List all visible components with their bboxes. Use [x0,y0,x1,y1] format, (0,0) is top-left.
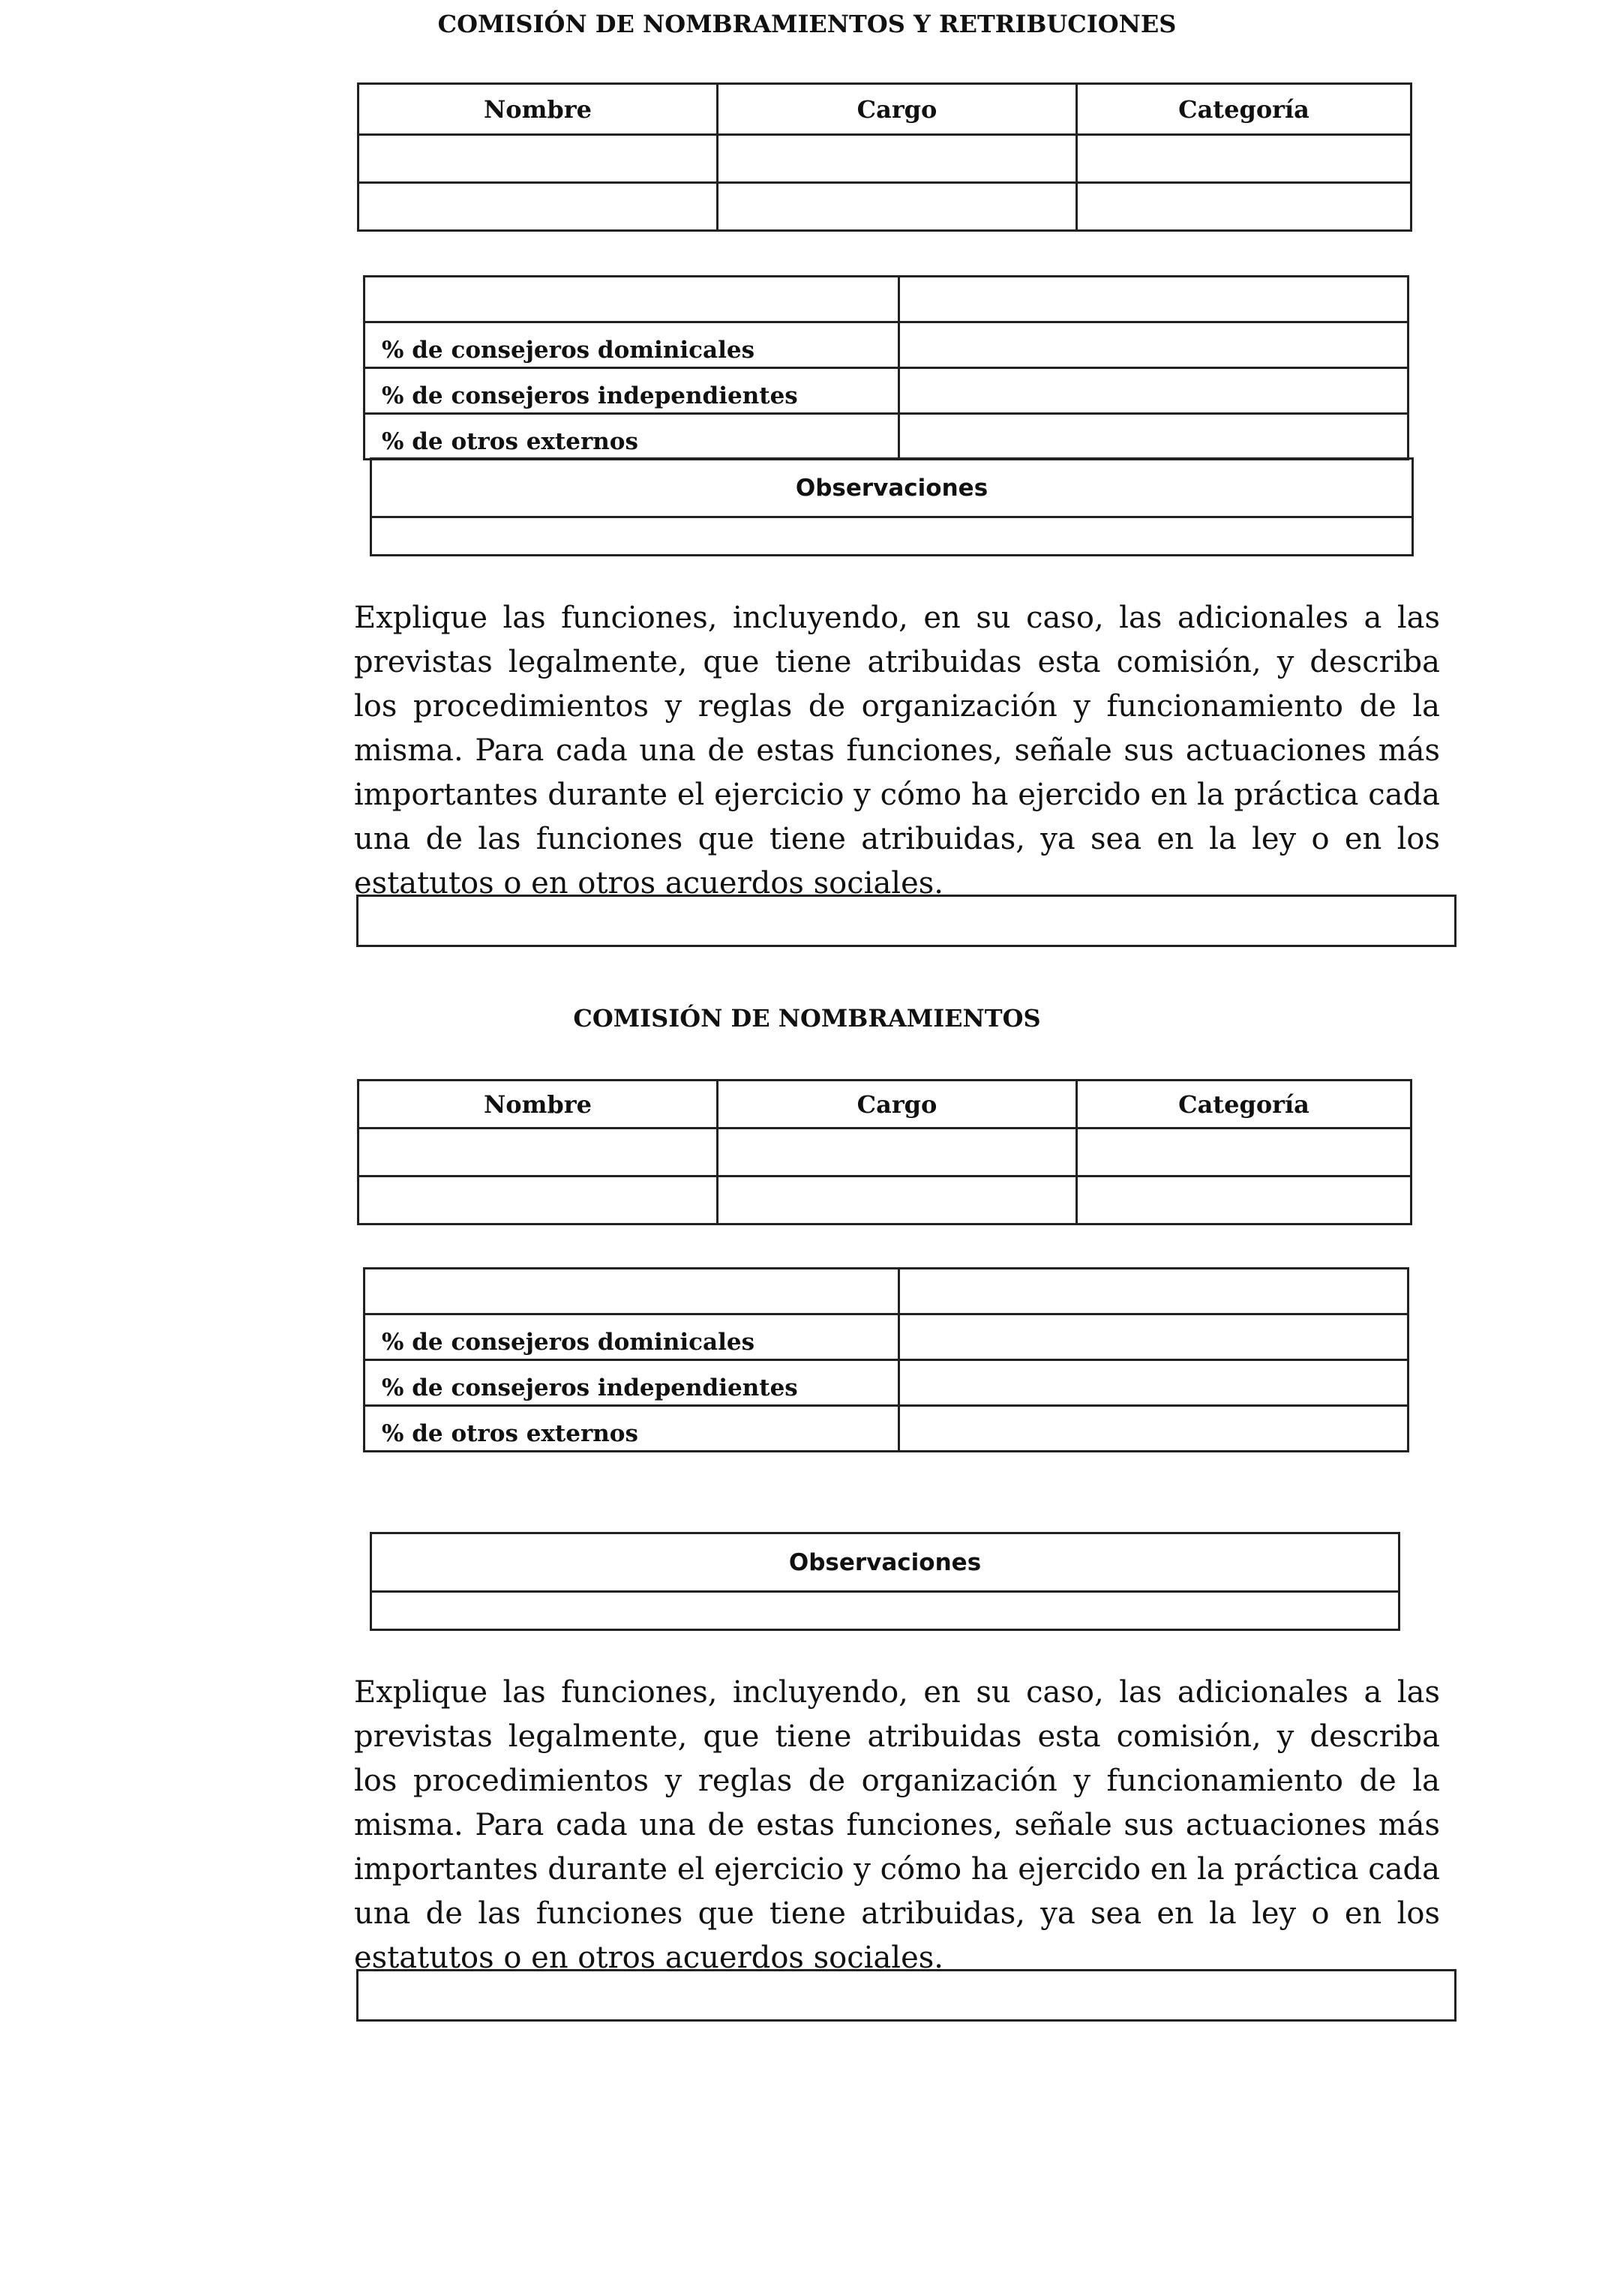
table-cell[interactable] [718,135,1077,183]
table-row [358,135,1412,183]
composition-label: % de consejeros dominicales [364,1314,899,1360]
section-title: COMISIÓN DE NOMBRAMIENTOS [573,1004,1041,1033]
table-row [364,277,1408,322]
composition-value[interactable] [899,1269,1408,1314]
table-cell[interactable] [1077,1176,1412,1224]
composition-label: % de otros externos [364,1406,899,1452]
table-row [364,414,1408,460]
column-header-categoria: Categoría [1077,84,1412,135]
composition-value[interactable] [899,277,1408,322]
composition-value[interactable] [899,1406,1408,1452]
composition-label: % de otros externos [364,414,899,460]
table-cell[interactable] [1077,135,1412,183]
table-row [364,368,1408,414]
question-text: Explique las funciones, incluyendo, en su caso, las adicionales a las previstas legalmente, que tiene atribuidas esta comisión, y describa los procedimientos y reglas de organización y funcionamiento de la misma. Para cada una de estas funciones, señale sus actuaciones más importantes durante el ejercicio y cómo ha ejercido en la práctica cada una de las funciones que tiene atribuidas, ya sea en la ley o en los estatutos o en otros acuerdos sociales. [354,601,1440,901]
table-cell[interactable] [358,1129,718,1176]
table-cell[interactable] [1077,1129,1412,1176]
table-row [364,322,1408,368]
members-table [357,1079,1412,1225]
composition-label [364,277,899,322]
composition-label [364,1269,899,1314]
column-header-cargo: Cargo [718,1081,1077,1129]
column-header-nombre: Nombre [358,1081,718,1129]
table-cell[interactable] [358,135,718,183]
table-cell[interactable] [718,1176,1077,1224]
composition-value[interactable] [899,1314,1408,1360]
table-cell[interactable] [1077,183,1412,231]
composition-label: % de consejeros independientes [364,1360,899,1406]
table-row [364,1360,1408,1406]
observations-field[interactable] [371,517,1413,556]
table-cell[interactable] [718,1129,1077,1176]
section-title: COMISIÓN DE NOMBRAMIENTOS Y RETRIBUCIONES [437,10,1177,38]
column-header-cargo: Cargo [718,84,1077,135]
table-cell[interactable] [718,183,1077,231]
column-header-categoria: Categoría [1077,1081,1412,1129]
observations-table [370,1532,1400,1631]
column-header-nombre: Nombre [358,84,718,135]
table-row [364,1406,1408,1452]
composition-label: % de consejeros independientes [364,368,899,414]
table-row [364,1269,1408,1314]
table-row [364,1314,1408,1360]
table-row [358,1129,1412,1176]
composition-label: % de consejeros dominicales [364,322,899,368]
observations-table [370,457,1414,556]
answer-field[interactable] [356,1969,1456,2022]
members-table [357,82,1412,232]
composition-value[interactable] [899,368,1408,414]
table-row [358,1176,1412,1224]
observations-field[interactable] [371,1592,1400,1630]
answer-field[interactable] [356,895,1456,947]
composition-value[interactable] [899,1360,1408,1406]
composition-table [363,1267,1409,1452]
table-cell[interactable] [358,183,718,231]
table-cell[interactable] [358,1176,718,1224]
composition-table [363,275,1409,460]
observations-header: Observaciones [371,1533,1400,1592]
composition-value[interactable] [899,322,1408,368]
composition-value[interactable] [899,414,1408,460]
question-text: Explique las funciones, incluyendo, en su caso, las adicionales a las previstas legalmente, que tiene atribuidas esta comisión, y describa los procedimientos y reglas de organización y funcionamiento de la misma. Para cada una de estas funciones, señale sus actuaciones más importantes durante el ejercicio y cómo ha ejercido en la práctica cada una de las funciones que tiene atribuidas, ya sea en la ley o en los estatutos o en otros acuerdos sociales. [354,1675,1440,1975]
table-row [358,183,1412,231]
observations-header: Observaciones [371,459,1413,517]
